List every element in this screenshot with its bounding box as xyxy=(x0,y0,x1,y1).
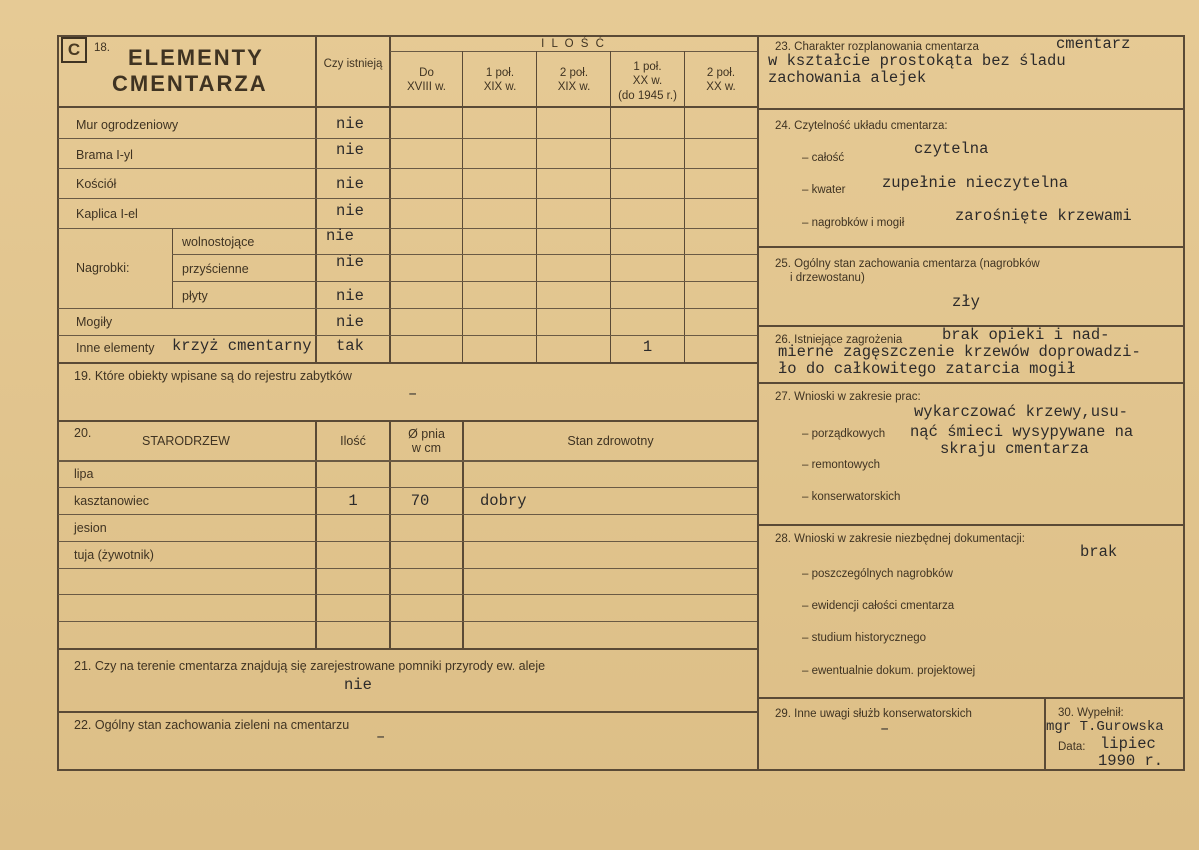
section-title-line1: ELEMENTY xyxy=(128,45,264,70)
q22-answer: – xyxy=(376,728,386,746)
q28-bottom-line xyxy=(759,697,1183,699)
trees-number: 20. xyxy=(74,426,92,440)
tree-name: kasztanowiec xyxy=(74,494,150,508)
row-line xyxy=(58,228,757,229)
col-quantity-header: I L O Ś Ć xyxy=(541,38,606,50)
q27-item: – konserwatorskich xyxy=(802,491,901,503)
tree-name: jesion xyxy=(74,521,107,535)
q27-item: – porządkowych xyxy=(802,428,886,440)
header-bottom-line xyxy=(57,106,757,108)
period-3-l2: XIX w. xyxy=(557,81,591,93)
q28-label: 28. Wnioski w zakresie niezbędnej dokumentacji: xyxy=(775,533,1025,545)
q22-label: 22. Ogólny stan zachowania zieleni na cmentarzu xyxy=(74,718,350,732)
q25-answer: zły xyxy=(952,293,980,311)
row-line xyxy=(58,168,757,169)
border-bottom xyxy=(57,769,1185,771)
tree-row-line xyxy=(58,514,757,515)
q29-label: 29. Inne uwagi służb konserwatorskich xyxy=(775,708,972,720)
element-label: Kaplica I-el xyxy=(76,207,138,221)
element-exists: nie xyxy=(336,115,364,133)
trees-col-diam-l2: w cm xyxy=(411,441,442,455)
tree-header-line xyxy=(58,460,757,462)
q26-answer-l3: ło do całkowitego zatarcia mogił xyxy=(778,360,1076,378)
element-label: Brama I-yl xyxy=(76,148,133,162)
element-label: Kościół xyxy=(76,177,117,191)
q27-label: 27. Wnioski w zakresie prac: xyxy=(775,391,921,403)
element-exists: nie xyxy=(326,227,354,245)
element-exists: nie xyxy=(336,287,364,305)
element-exists: nie xyxy=(336,175,364,193)
period-2-l1: 1 poł. xyxy=(485,67,515,79)
element-exists: nie xyxy=(336,202,364,220)
element-exists: tak xyxy=(336,337,364,355)
q23-answer-l3: zachowania alejek xyxy=(768,69,927,87)
q25-label-l1: 25. Ogólny stan zachowania cmentarza (nagrobków xyxy=(775,258,1040,270)
element-label: płyty xyxy=(182,289,208,303)
graves-label: Nagrobki: xyxy=(76,261,130,275)
period-2-l2: XIX w. xyxy=(483,81,517,93)
trees-col-count: Ilość xyxy=(340,434,366,448)
section-number: 18. xyxy=(94,42,110,54)
q21-answer: nie xyxy=(344,676,372,694)
q19-label: 19. Które obiekty wpisane są do rejestru zabytków xyxy=(74,369,352,383)
element-exists: nie xyxy=(336,253,364,271)
q30-label: 30. Wypełnił: xyxy=(1058,707,1124,719)
q27-item: – remontowych xyxy=(802,459,880,471)
period-5-l2: XX w. xyxy=(706,81,736,93)
col-line-3 xyxy=(462,51,463,363)
q28-item: – ewidencji całości cmentarza xyxy=(802,600,955,612)
q24-item-label: – kwater xyxy=(802,184,846,196)
q30-date-label: Data: xyxy=(1058,741,1086,753)
q28-item: – ewentualnie dokum. projektowej xyxy=(802,665,976,677)
tree-row-line xyxy=(58,487,757,488)
section-code-box: C xyxy=(61,37,87,63)
trees-col-health: Stan zdrowotny xyxy=(567,434,654,448)
quantity-header-line xyxy=(390,51,757,52)
trees-col-diam-l1: Ø pnia xyxy=(408,427,445,441)
q27-bottom-line xyxy=(759,524,1183,526)
period-4-l3: (do 1945 r.) xyxy=(618,90,677,102)
row-line xyxy=(58,138,757,139)
middle-divider xyxy=(757,35,759,770)
q30-name: mgr T.Gurowska xyxy=(1046,719,1164,735)
q24-item-label: – całość xyxy=(802,152,845,164)
element-label: Mogiły xyxy=(76,315,113,329)
tree-row-line xyxy=(58,594,757,595)
row-line xyxy=(58,308,757,309)
period-1-l1: Do xyxy=(419,67,434,79)
col-line-6 xyxy=(684,51,685,363)
q24-label: 24. Czytelność układu cmentarza: xyxy=(775,120,948,132)
period-5-l1: 2 poł. xyxy=(706,67,736,79)
section-title-line2: CMENTARZA xyxy=(112,71,268,96)
q27-answer-l3: skraju cmentarza xyxy=(940,440,1089,458)
q25-label-l2: i drzewostanu) xyxy=(790,272,865,284)
q23-answer-l1: cmentarz xyxy=(1056,35,1131,53)
q24-item-value: zupełnie nieczytelna xyxy=(882,174,1069,192)
other-element-note: krzyż cmentarny xyxy=(172,337,312,355)
element-label: Inne elementy xyxy=(76,341,155,355)
q30-date-l2: 1990 r. xyxy=(1098,752,1164,770)
other-element-count: 1 xyxy=(642,338,653,356)
element-label: przyścienne xyxy=(182,262,249,276)
q21-label: 21. Czy na terenie cmentarza znajdują się zarejestrowane pomniki przyrody ew. aleje xyxy=(74,659,546,673)
q26-bottom-line xyxy=(759,382,1183,384)
row-line xyxy=(58,335,757,336)
q28-answer: brak xyxy=(1080,543,1118,561)
element-label: Mur ogrodzeniowy xyxy=(76,118,179,132)
q24-item-value: zarośnięte krzewami xyxy=(955,207,1132,225)
tree-diameter: 70 xyxy=(410,492,430,510)
border-right xyxy=(1183,35,1185,770)
period-3-l1: 2 poł. xyxy=(559,67,589,79)
trees-title: STARODRZEW xyxy=(142,434,230,448)
period-1-l2: XVIII w. xyxy=(407,81,446,93)
tree-name: lipa xyxy=(74,467,94,481)
q27-answer-l2: nąć śmieci wysypywane na xyxy=(910,423,1134,441)
row-line xyxy=(58,198,757,199)
q23-answer-l2: w kształcie prostokąta bez śladu xyxy=(768,52,1066,70)
period-4-l1: 1 poł. xyxy=(633,61,662,73)
q23-label: 23. Charakter rozplanowania cmentarza xyxy=(775,41,979,53)
tree-col-line-1 xyxy=(315,420,317,648)
tree-count: 1 xyxy=(348,492,358,510)
q19-answer: – xyxy=(408,385,418,403)
row-line xyxy=(172,254,757,255)
q23-bottom-line xyxy=(759,108,1183,110)
col-line-1 xyxy=(315,35,317,363)
tree-health: dobry xyxy=(480,492,527,510)
border-left xyxy=(57,35,59,770)
tree-name: tuja (żywotnik) xyxy=(74,548,154,562)
tree-bottom-line xyxy=(58,648,757,650)
table-bottom-line xyxy=(58,362,757,364)
q29-answer: – xyxy=(880,720,890,738)
tree-col-line-3 xyxy=(462,420,464,648)
col-line-4 xyxy=(536,51,537,363)
q26-label: 26. Istniejące zagrożenia xyxy=(775,334,903,346)
q26-answer-l1: brak opieki i nad- xyxy=(942,326,1110,344)
row-line xyxy=(172,281,757,282)
tree-row-line xyxy=(58,541,757,542)
q19-bottom-line xyxy=(58,420,757,422)
q28-item: – poszczególnych nagrobków xyxy=(802,568,953,580)
q24-item-value: czytelna xyxy=(914,140,989,158)
q24-item-label: – nagrobków i mogił xyxy=(802,217,905,229)
tree-row-line xyxy=(58,621,757,622)
element-label: wolnostojące xyxy=(182,235,255,249)
element-exists: nie xyxy=(336,313,364,331)
q24-bottom-line xyxy=(759,246,1183,248)
q21-bottom-line xyxy=(58,711,757,713)
q26-answer-l2: mierne zagęszczenie krzewów doprowadzi- xyxy=(778,343,1141,361)
graves-subcol-line xyxy=(172,228,173,308)
q30-date-l1: lipiec xyxy=(1100,735,1156,753)
q27-answer-l1: wykarczować krzewy,usu- xyxy=(914,403,1128,421)
period-4-l2: XX w. xyxy=(632,75,663,87)
tree-row-line xyxy=(58,568,757,569)
element-exists: nie xyxy=(336,141,364,159)
col-exists-header: Czy istnieją xyxy=(323,58,383,70)
q28-item: – studium historycznego xyxy=(802,632,927,644)
